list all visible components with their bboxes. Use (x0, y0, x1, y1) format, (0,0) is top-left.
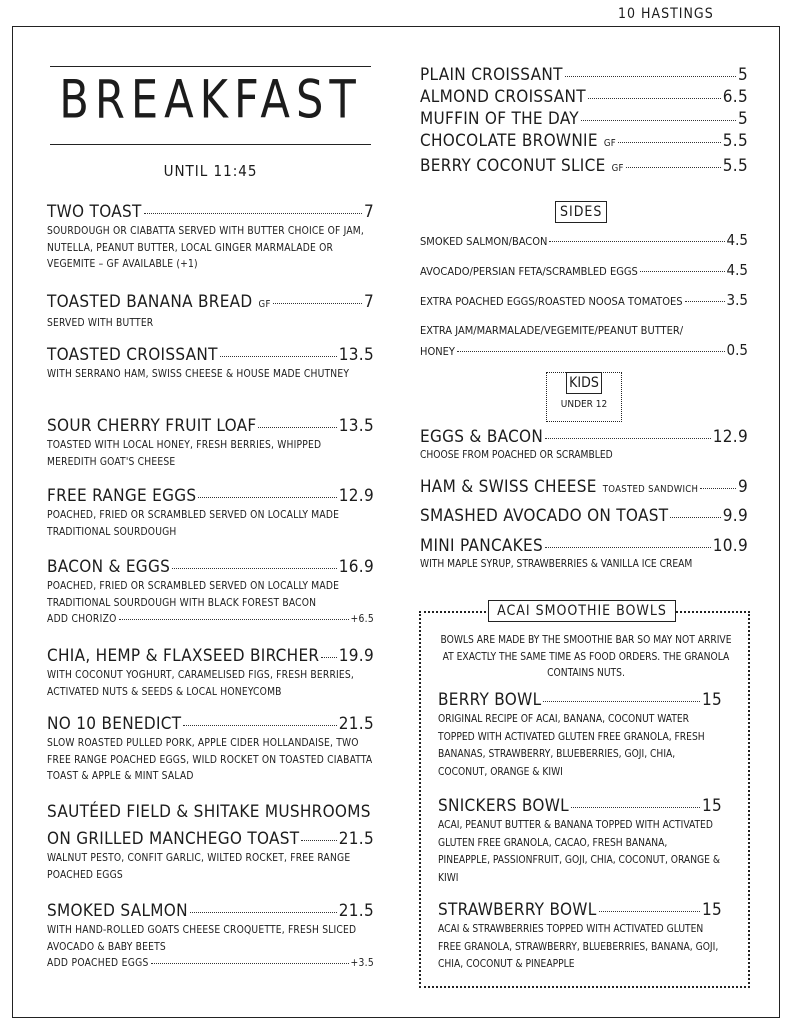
item-name: AVOCADO/PERSIAN FETA/SCRAMBLED EGGS (420, 265, 638, 278)
menu-item (47, 802, 374, 884)
item-description: CHOOSE FROM POACHED OR SCRAMBLED (420, 450, 613, 461)
bakery-item (420, 86, 748, 108)
acai-intro-note: BOWLS ARE MADE BY THE SMOOTHIE BAR SO MAY NOT ARRIVE AT EXACTLY THE SAME TIME AS FOOD ORDERS. THE GRANOLA CONTAINS NUTS. (440, 635, 732, 679)
title-rule-bottom (50, 144, 371, 145)
item-name: HONEY (420, 345, 455, 358)
item-name: BERRY BOWL (438, 690, 542, 710)
kids-item (420, 535, 748, 574)
item-description: WALNUT PESTO, CONFIT GARLIC, WILTED ROCKET, FREE RANGE POACHED EGGS (47, 853, 351, 881)
item-name: BERRY COCONUT SLICE (420, 156, 606, 176)
item-name: FREE RANGE EGGS (47, 486, 197, 506)
item-price: 15 (701, 796, 722, 816)
addon-name: ADD CHORIZO (47, 614, 117, 625)
sides-list (420, 232, 748, 360)
item-price: 7 (363, 202, 374, 222)
kids-item (420, 426, 748, 465)
item-name: EGGS & BACON (420, 427, 544, 447)
item-price: 13.5 (338, 416, 374, 436)
dietary-tag: GF (258, 299, 271, 310)
item-price: 19.9 (338, 646, 374, 666)
kids-item (420, 505, 748, 527)
item-price: 10.9 (712, 536, 748, 556)
item-price: 5 (737, 109, 748, 129)
item-description: SLOW ROASTED PULLED PORK, APPLE CIDER HOLLANDAISE, TWO FREE RANGE POACHED EGGS, WILD ROCKET ON TOASTED CIABATTA TOAST & APPLE & MINT SALAD (47, 738, 373, 782)
item-description: SOURDOUGH OR CIABATTA SERVED WITH BUTTER CHOICE OF JAM, NUTELLA, PEANUT BUTTER, LOCAL GINGER MARMALADE OR VEGEMITE – GF AVAILABLE (+1) (47, 226, 365, 270)
item-description: SERVED WITH BUTTER (47, 318, 154, 329)
item-description (47, 923, 374, 973)
item-name: PLAIN CROISSANT (420, 65, 563, 85)
side-item-line1: EXTRA JAM/MARMALADE/VEGEMITE/PEANUT BUTTER/ (420, 324, 684, 337)
item-price: 4.5 (726, 231, 748, 249)
menu-item (47, 416, 374, 471)
item-name: EXTRA POACHED EGGS/ROASTED NOOSA TOMATOES (420, 295, 683, 308)
item-price: 21.5 (338, 829, 374, 849)
item-name: TOASTED BANANA BREAD (47, 292, 253, 312)
item-name: TOASTED CROISSANT (47, 345, 218, 365)
item-price: 6.5 (722, 87, 748, 107)
item-price: 21.5 (338, 714, 374, 734)
acai-heading: ACAI SMOOTHIE BOWLS (488, 600, 676, 622)
addon-price: +6.5 (350, 614, 374, 625)
page-title: BREAKFAST (59, 69, 362, 131)
item-description-text: WITH HAND-ROLLED GOATS CHEESE CROQUETTE, FRESH SLICED AVOCADO & BABY BEETS (47, 925, 357, 953)
menu-item (47, 714, 374, 786)
item-name: SMOKED SALMON/BACON (420, 235, 548, 248)
item-description: WITH MAPLE SYRUP, STRAWBERRIES & VANILLA ICE CREAM (420, 559, 693, 570)
item-name: STRAWBERRY BOWL (438, 900, 597, 920)
item-price: 7 (363, 292, 374, 312)
menu-item (47, 202, 374, 274)
bowl-item (438, 690, 722, 781)
bakery-list (420, 64, 748, 180)
kids-age-note: UNDER 12 (560, 399, 608, 410)
item-name: ON GRILLED MANCHEGO TOAST (47, 829, 300, 849)
item-description: ACAI, PEANUT BUTTER & BANANA TOPPED WITH ACTIVATED GLUTEN FREE GRANOLA, CACAO, FRESH BANANA, PINEAPPLE, PASSIONFRUIT, GOJI, CHIA, COCONUT, ORANGE & KIWI (438, 820, 721, 884)
item-price: 21.5 (338, 901, 374, 921)
item-name: SOUR CHERRY FRUIT LOAF (47, 416, 257, 436)
item-description: WITH COCONUT YOGHURT, CARAMELISED FIGS, FRESH BERRIES, ACTIVATED NUTS & SEEDS & LOCAL HONEYCOMB (47, 670, 355, 698)
item-name: NO 10 BENEDICT (47, 714, 182, 734)
menu-item (47, 646, 374, 701)
bakery-item (420, 64, 748, 86)
item-name: TWO TOAST (47, 202, 142, 222)
menu-item (47, 557, 374, 629)
bakery-item (420, 130, 748, 155)
item-description: TOASTED WITH LOCAL HONEY, FRESH BERRIES, WHIPPED MEREDITH GOAT'S CHEESE (47, 440, 322, 468)
addon-price: +3.5 (350, 958, 374, 969)
addon-name: ADD POACHED EGGS (47, 958, 149, 969)
item-name: BACON & EGGS (47, 557, 171, 577)
kids-heading-frame (546, 372, 622, 422)
menu-item (47, 345, 374, 384)
side-item (420, 342, 748, 360)
bowl-item (438, 900, 722, 974)
item-name: CHOCOLATE BROWNIE (420, 131, 598, 151)
item-price: 0.5 (726, 341, 748, 359)
menu-item (47, 292, 374, 333)
title-rule-top (50, 66, 371, 67)
item-price: 5 (737, 65, 748, 85)
item-name: MINI PANCAKES (420, 536, 543, 556)
item-name: SMASHED AVOCADO ON TOAST (420, 506, 669, 526)
item-name-line1: SAUTÉED FIELD & SHITAKE MUSHROOMS (47, 802, 371, 822)
dietary-tag: GF (603, 138, 616, 149)
serving-hours: UNTIL 11:45 (163, 162, 258, 180)
item-price: 15 (701, 900, 722, 920)
side-item (420, 292, 748, 310)
bakery-item (420, 108, 748, 130)
menu-item (47, 901, 374, 973)
item-description: ACAI & STRAWBERRIES TOPPED WITH ACTIVATED GLUTEN FREE GRANOLA, STRAWBERRY, BLUEBERRIES, BANANA, GOJI, CHIA, COCONUT & PINEAPPLE (438, 924, 719, 970)
venue-name: 10 HASTINGS (618, 6, 714, 22)
item-price: 5.5 (722, 156, 748, 176)
dietary-tag: GF (611, 163, 624, 174)
item-price: 12.9 (712, 427, 748, 447)
kids-heading: KIDS (566, 372, 602, 394)
item-description: ORIGINAL RECIPE OF ACAI, BANANA, COCONUT WATER TOPPED WITH ACTIVATED GLUTEN FREE GRANOLA, FRESH BANANAS, STRAWBERRY, BLUEBERRIES, GOJI, CHIA, COCONUT, ORANGE & KIWI (438, 714, 705, 778)
side-item (420, 262, 748, 280)
kids-item (420, 476, 748, 501)
item-price: 9.9 (722, 506, 748, 526)
item-price: 12.9 (338, 486, 374, 506)
item-price: 5.5 (722, 131, 748, 151)
item-price: 15 (701, 690, 722, 710)
item-price: 3.5 (726, 291, 748, 309)
side-item (420, 232, 748, 250)
item-name: CHIA, HEMP & FLAXSEED BIRCHER (47, 646, 320, 666)
item-tag: TOASTED SANDWICH (602, 484, 699, 495)
item-price: 16.9 (338, 557, 374, 577)
item-price: 9 (737, 477, 748, 497)
item-name: HAM & SWISS CHEESE (420, 477, 597, 497)
item-description-text: POACHED, FRIED OR SCRAMBLED SERVED ON LOCALLY MADE TRADITIONAL SOURDOUGH WITH BLACK FOREST BACON (47, 581, 340, 609)
item-price: 13.5 (338, 345, 374, 365)
bakery-item (420, 155, 748, 180)
item-name: ALMOND CROISSANT (420, 87, 586, 107)
item-name: SNICKERS BOWL (438, 796, 569, 816)
item-name: SMOKED SALMON (47, 901, 188, 921)
item-description (47, 579, 374, 629)
menu-item (47, 486, 374, 541)
sides-heading: SIDES (555, 201, 607, 223)
item-name: MUFFIN OF THE DAY (420, 109, 579, 129)
bowl-item (438, 796, 722, 887)
item-description: POACHED, FRIED OR SCRAMBLED SERVED ON LOCALLY MADE TRADITIONAL SOURDOUGH (47, 510, 340, 538)
item-description: WITH SERRANO HAM, SWISS CHEESE & HOUSE MADE CHUTNEY (47, 369, 350, 380)
item-price: 4.5 (726, 261, 748, 279)
